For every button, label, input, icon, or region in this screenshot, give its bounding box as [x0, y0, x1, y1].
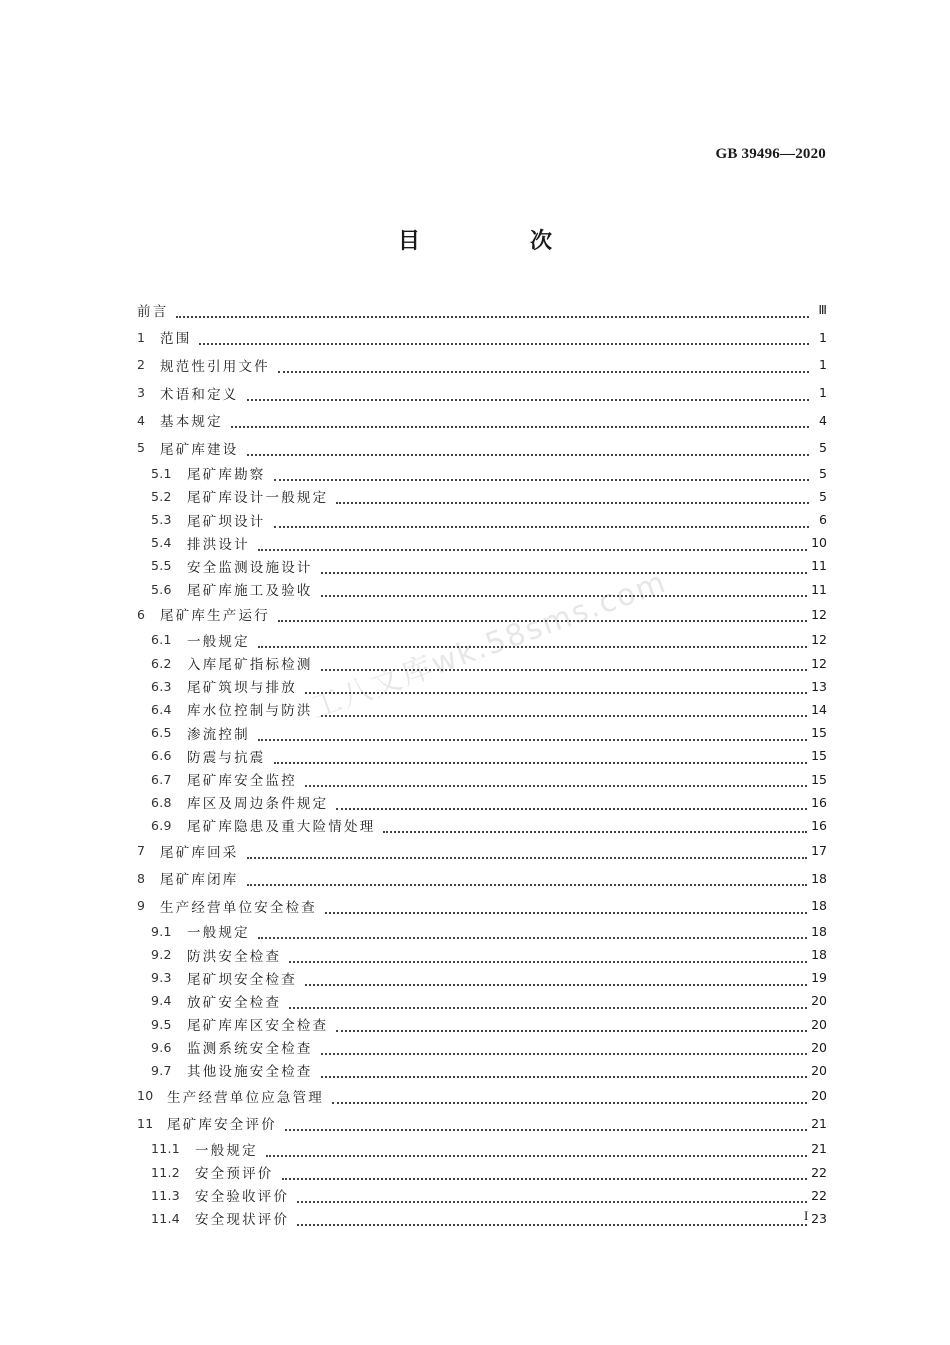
- toc-entry-page: 19: [811, 970, 827, 986]
- toc-entry-title: 基本规定: [160, 414, 223, 431]
- toc-entry-page: 18: [811, 947, 827, 963]
- toc-entry-title: 生产经营单位应急管理: [167, 1089, 324, 1106]
- toc-entry[interactable]: [137, 920, 827, 943]
- toc-entry[interactable]: [137, 698, 827, 721]
- toc-entry-title: 安全现状评价: [195, 1212, 290, 1229]
- toc-entry-number: 9.2: [151, 947, 172, 963]
- toc-entry-title: 一般规定: [187, 633, 250, 650]
- toc-entry-page: 23: [811, 1210, 827, 1226]
- toc-entry[interactable]: [137, 434, 827, 462]
- toc-entry-title: 监测系统安全检查: [187, 1041, 313, 1058]
- toc-leader-dots: [231, 412, 809, 428]
- toc-entry-page: Ⅲ: [818, 302, 827, 318]
- toc-leader-dots: [321, 1062, 807, 1078]
- toc-entry-number: 11.1: [151, 1141, 181, 1157]
- toc-entry-page: 15: [811, 771, 827, 787]
- toc-entry-number: 9: [137, 898, 146, 914]
- toc-entry-title: 尾矿库回采: [160, 844, 239, 861]
- toc-entry-title: 放矿安全检查: [187, 994, 282, 1011]
- page-title: 目 次: [397, 229, 596, 254]
- toc-entry-number: 4: [137, 412, 146, 428]
- toc-entry-title: 尾矿筑坝与排放: [187, 680, 297, 697]
- toc-entry-page: 18: [811, 870, 827, 886]
- toc-entry-page: 5: [819, 465, 827, 481]
- toc-leader-dots: [305, 678, 807, 694]
- toc-entry-number: 6.6: [151, 748, 172, 764]
- toc-leader-dots: [274, 465, 810, 481]
- toc-entry[interactable]: [137, 1110, 827, 1138]
- toc-entry-number: 5.3: [151, 512, 172, 528]
- toc-entry[interactable]: [137, 628, 827, 651]
- toc-leader-dots: [305, 970, 807, 986]
- toc-entry-number: 6: [137, 606, 146, 622]
- toc-entry-page: 20: [811, 1039, 827, 1055]
- toc-entry-number: 2: [137, 357, 146, 373]
- toc-entry-number: 9.3: [151, 970, 172, 986]
- toc-entry-title: 规范性引用文件: [160, 358, 270, 375]
- toc-entry-number: 9.7: [151, 1062, 172, 1078]
- toc-entry-title: 生产经营单位安全检查: [160, 899, 317, 916]
- toc-entry[interactable]: [137, 943, 827, 966]
- toc-leader-dots: [285, 1115, 807, 1131]
- toc-entry-number: 6.4: [151, 701, 172, 717]
- toc-entry-number: 5.6: [151, 581, 172, 597]
- toc-entry-page: 15: [811, 725, 827, 741]
- toc-entry[interactable]: [137, 791, 827, 814]
- toc-entry-number: 6.1: [151, 632, 172, 648]
- toc-entry-title: 入库尾矿指标检测: [187, 657, 313, 674]
- toc-entry[interactable]: [137, 508, 827, 531]
- toc-leader-dots: [321, 701, 807, 717]
- toc-entry[interactable]: [137, 1059, 827, 1082]
- toc-entry-title: 尾矿库库区安全检查: [187, 1018, 329, 1035]
- toc-leader-dots: [278, 357, 809, 373]
- toc-entry[interactable]: [137, 601, 827, 629]
- toc-entry-number: 6.2: [151, 655, 172, 671]
- toc-entry[interactable]: [137, 1137, 827, 1160]
- toc-entry-page: 20: [811, 1062, 827, 1078]
- toc-entry-page: 6: [819, 512, 827, 528]
- toc-entry-page: 12: [811, 606, 827, 622]
- toc-leader-dots: [247, 843, 808, 859]
- toc-leader-dots: [321, 558, 807, 574]
- toc-entry-page: 5: [819, 488, 827, 504]
- toc-entry-page: 21: [811, 1115, 827, 1131]
- toc-entry-title: 尾矿库隐患及重大险情处理: [187, 819, 376, 836]
- toc-leader-dots: [274, 512, 810, 528]
- toc-leader-dots: [282, 1164, 808, 1180]
- toc-entry-title: 尾矿库安全监控: [187, 773, 297, 789]
- toc-entry-number: 9.6: [151, 1039, 172, 1055]
- table-of-contents: [137, 296, 827, 1230]
- toc-leader-dots: [199, 329, 809, 345]
- toc-entry-page: 17: [811, 843, 827, 859]
- toc-entry-title: 其他设施安全检查: [187, 1064, 313, 1081]
- toc-entry[interactable]: [137, 1160, 827, 1183]
- toc-entry[interactable]: [137, 721, 827, 744]
- toc-leader-dots: [336, 794, 807, 810]
- toc-entry[interactable]: [137, 406, 827, 434]
- toc-entry-page: 18: [811, 898, 827, 914]
- toc-entry[interactable]: [137, 1184, 827, 1207]
- toc-entry-title: 一般规定: [187, 925, 250, 942]
- toc-entry-number: 1: [137, 329, 146, 345]
- toc-entry-number: 11.2: [151, 1164, 181, 1180]
- toc-entry[interactable]: [137, 767, 827, 790]
- toc-entry-title: 尾矿库施工及验收: [187, 583, 313, 600]
- toc-leader-dots: [247, 440, 810, 456]
- toc-entry[interactable]: [137, 966, 827, 989]
- toc-entry-number: 6.8: [151, 794, 172, 810]
- standard-number: GB 39496—2020: [715, 146, 826, 162]
- toc-entry[interactable]: [137, 351, 827, 379]
- toc-entry-title: 尾矿库闭库: [160, 872, 239, 889]
- toc-entry[interactable]: [137, 892, 827, 920]
- toc-entry[interactable]: [137, 744, 827, 767]
- toc-entry[interactable]: [137, 1036, 827, 1059]
- toc-entry-page: 1: [819, 357, 827, 373]
- toc-entry[interactable]: [137, 462, 827, 485]
- toc-entry-page: 15: [811, 748, 827, 764]
- toc-entry-title: 尾矿库建设: [160, 441, 239, 458]
- toc-entry-title: 尾矿库安全评价: [167, 1117, 277, 1134]
- toc-entry-page: 22: [811, 1187, 827, 1203]
- toc-leader-dots: [336, 1016, 807, 1032]
- toc-entry[interactable]: [137, 814, 827, 837]
- page-number: I: [804, 1208, 809, 1223]
- toc-leader-dots: [325, 898, 807, 914]
- toc-entry[interactable]: [137, 296, 827, 324]
- toc-entry[interactable]: [137, 837, 827, 865]
- toc-leader-dots: [383, 817, 807, 833]
- toc-leader-dots: [258, 725, 807, 741]
- toc-entry-page: 20: [811, 1088, 827, 1104]
- toc-leader-dots: [336, 488, 809, 504]
- toc-entry-number: 5: [137, 440, 146, 456]
- toc-entry-page: 21: [811, 1141, 827, 1157]
- toc-entry-title: 渗流控制: [187, 726, 250, 743]
- toc-entry-title: 一般规定: [195, 1142, 258, 1159]
- toc-entry[interactable]: [137, 865, 827, 893]
- toc-leader-dots: [289, 993, 807, 1009]
- toc-leader-dots: [321, 1039, 807, 1055]
- toc-entry[interactable]: [137, 1207, 827, 1230]
- toc-leader-dots: [258, 535, 807, 551]
- toc-entry[interactable]: [137, 651, 827, 674]
- toc-entry-number: 6.7: [151, 771, 172, 787]
- toc-entry-page: 1: [819, 329, 827, 345]
- toc-entry-title: 尾矿坝设计: [187, 513, 266, 530]
- toc-entry-page: 1: [819, 385, 827, 401]
- toc-entry-title: 安全预评价: [195, 1166, 274, 1183]
- toc-entry-title: 范围: [160, 331, 192, 348]
- toc-entry-page: 12: [811, 655, 827, 671]
- toc-entry-title: 尾矿库生产运行: [160, 608, 270, 625]
- toc-entry-page: 12: [811, 632, 827, 648]
- toc-entry-number: 6.9: [151, 817, 172, 833]
- toc-entry[interactable]: [137, 675, 827, 698]
- toc-entry[interactable]: [137, 1082, 827, 1110]
- toc-leader-dots: [266, 1141, 807, 1157]
- toc-leader-dots: [289, 947, 807, 963]
- toc-leader-dots: [176, 302, 809, 318]
- toc-leader-dots: [247, 870, 808, 886]
- toc-entry-title: 安全验收评价: [195, 1189, 290, 1206]
- toc-entry-number: 5.1: [151, 465, 172, 481]
- toc-entry-page: 11: [811, 581, 827, 597]
- toc-entry-number: 9.4: [151, 993, 172, 1009]
- toc-entry[interactable]: [137, 1013, 827, 1036]
- toc-leader-dots: [247, 385, 810, 401]
- toc-entry[interactable]: [137, 379, 827, 407]
- toc-leader-dots: [332, 1088, 807, 1104]
- toc-entry-number: 5.2: [151, 488, 172, 504]
- toc-leader-dots: [321, 581, 807, 597]
- toc-entry-number: 3: [137, 385, 146, 401]
- toc-entry-number: 11: [137, 1115, 154, 1131]
- toc-entry-title: 安全监测设施设计: [187, 559, 313, 576]
- toc-entry-number: 9.1: [151, 923, 172, 939]
- toc-entry[interactable]: [137, 324, 827, 352]
- toc-entry-number: 11.3: [151, 1187, 181, 1203]
- toc-entry-number: 7: [137, 843, 146, 859]
- toc-leader-dots: [278, 606, 807, 622]
- toc-entry-title: 尾矿库设计一般规定: [187, 490, 329, 507]
- toc-entry-title: 防震与抗震: [187, 749, 266, 766]
- toc-entry-title: 术语和定义: [160, 386, 239, 403]
- toc-entry-number: 10: [137, 1088, 154, 1104]
- toc-entry-page: 5: [819, 440, 827, 456]
- toc-entry[interactable]: [137, 531, 827, 554]
- toc-entry-page: 20: [811, 993, 827, 1009]
- toc-entry-title: 库区及周边条件规定: [187, 796, 329, 813]
- toc-entry-page: 11: [811, 558, 827, 574]
- toc-leader-dots: [258, 923, 807, 939]
- toc-entry[interactable]: [137, 554, 827, 577]
- toc-entry-page: 16: [811, 794, 827, 810]
- toc-leader-dots: [274, 748, 808, 764]
- toc-entry-page: 4: [819, 412, 827, 428]
- toc-entry-number: 8: [137, 870, 146, 886]
- toc-entry-number: 6.5: [151, 725, 172, 741]
- toc-entry-number: 11.4: [151, 1210, 181, 1226]
- toc-entry[interactable]: [137, 485, 827, 508]
- toc-entry-title: 防洪安全检查: [187, 948, 282, 965]
- toc-entry-number: 5.5: [151, 558, 172, 574]
- toc-entry[interactable]: [137, 989, 827, 1012]
- toc-entry-title: 前言: [137, 303, 169, 320]
- toc-entry-number: 9.5: [151, 1016, 172, 1032]
- toc-leader-dots: [321, 655, 807, 671]
- toc-entry-page: 10: [811, 535, 827, 551]
- toc-entry-number: 6.3: [151, 678, 172, 694]
- toc-entry-page: 16: [811, 817, 827, 833]
- toc-entry-title: 排洪设计: [187, 536, 250, 553]
- toc-entry-title: 尾矿库勘察: [187, 467, 266, 484]
- toc-entry-page: 14: [811, 701, 827, 717]
- toc-entry-page: 22: [811, 1164, 827, 1180]
- toc-entry-page: 20: [811, 1016, 827, 1032]
- watermark: 工八文库wk.58sms.com: [306, 564, 672, 726]
- toc-entry[interactable]: [137, 578, 827, 601]
- toc-leader-dots: [305, 771, 807, 787]
- toc-entry-title: 尾矿坝安全检查: [187, 971, 297, 988]
- toc-entry-number: 5.4: [151, 535, 172, 551]
- toc-leader-dots: [258, 632, 807, 648]
- toc-entry-title: 库水位控制与防洪: [187, 703, 313, 720]
- toc-leader-dots: [297, 1210, 807, 1226]
- toc-leader-dots: [297, 1187, 807, 1203]
- toc-entry-page: 18: [811, 923, 827, 939]
- toc-entry-page: 13: [811, 678, 827, 694]
